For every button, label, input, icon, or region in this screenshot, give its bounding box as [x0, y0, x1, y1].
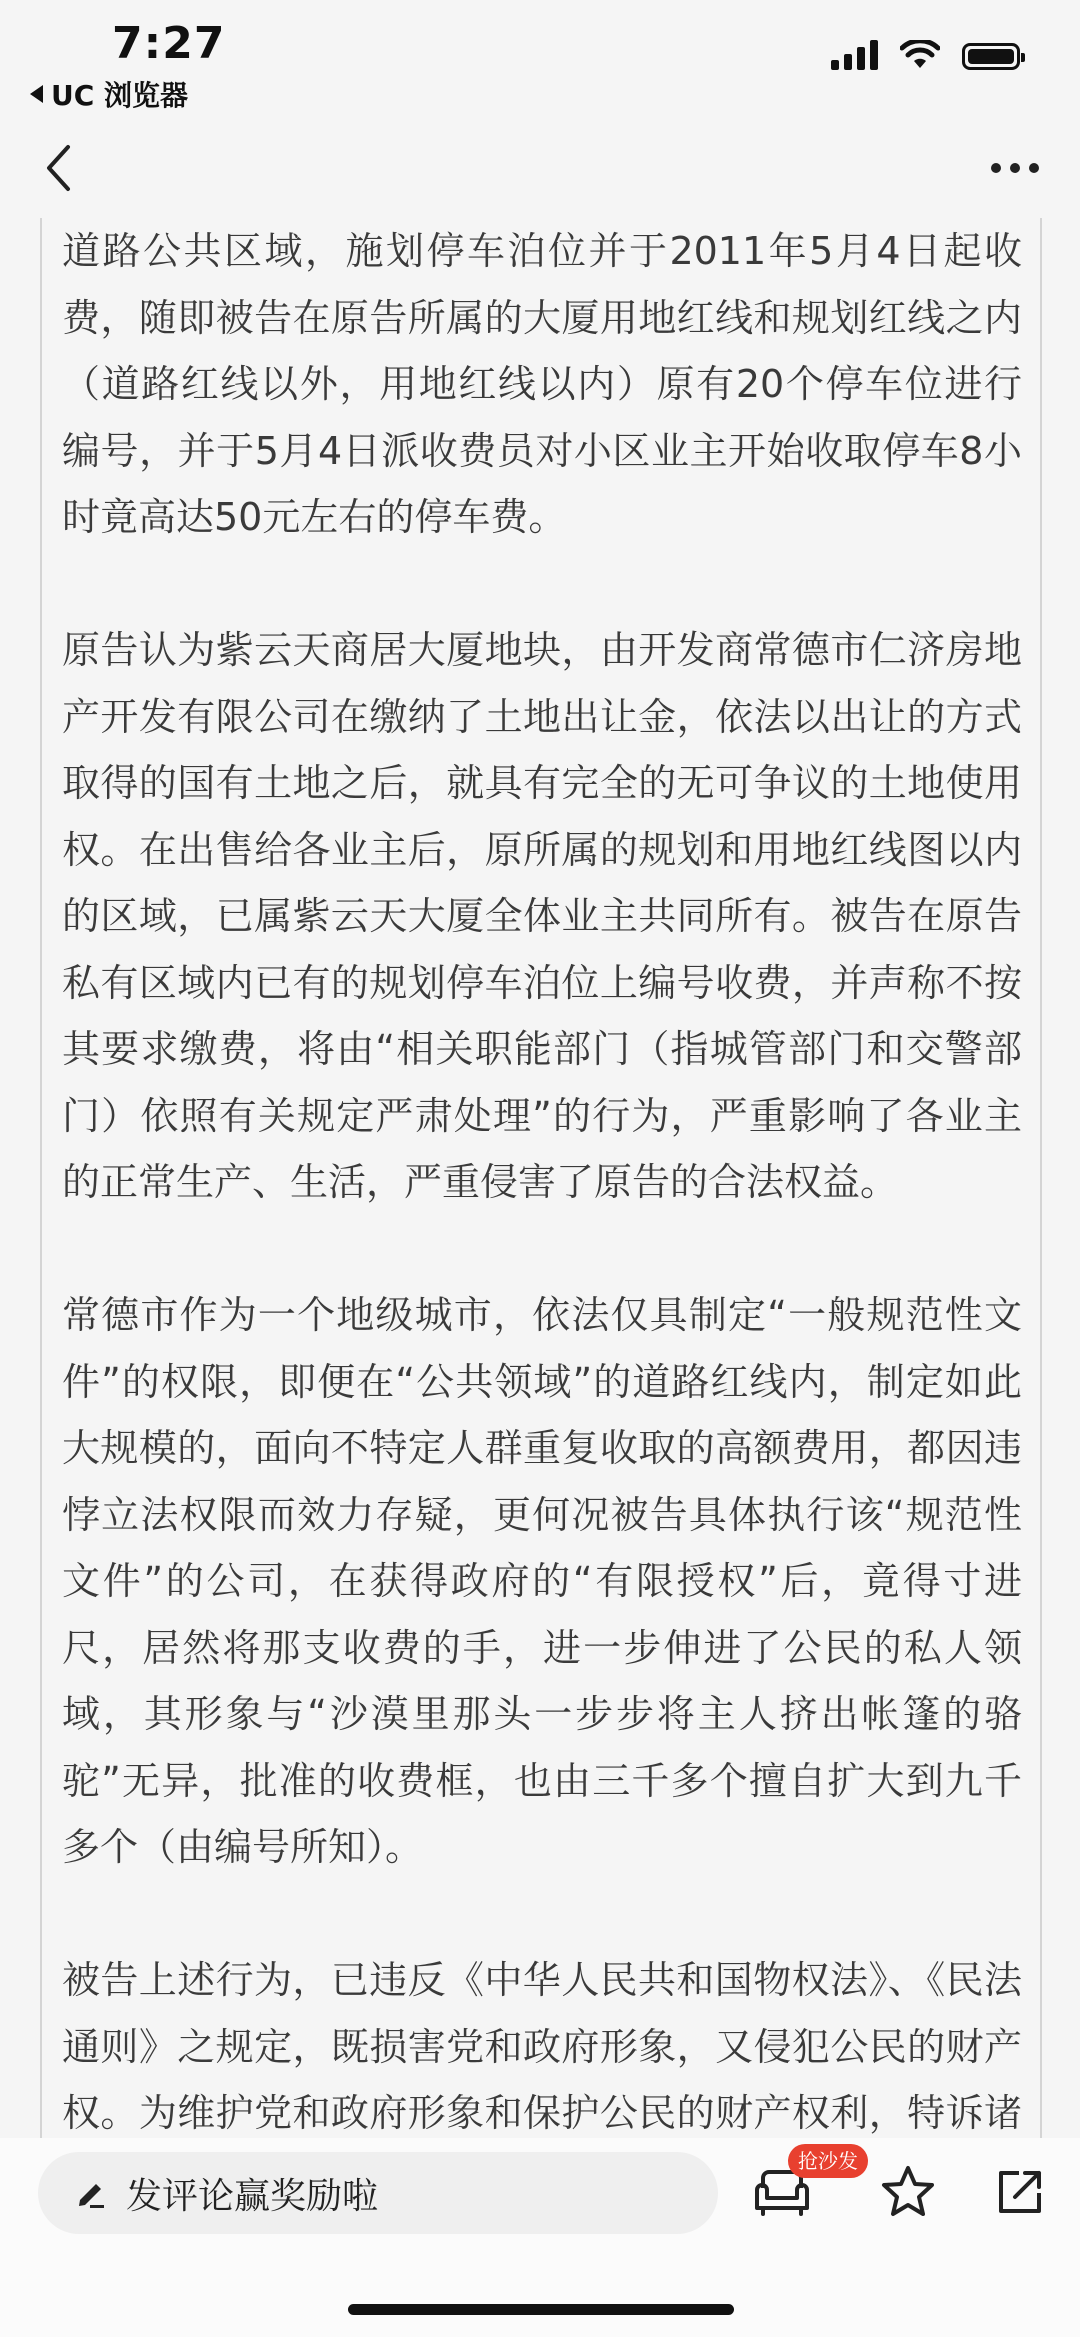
bottom-action-bar [0, 2138, 1080, 2337]
article-container [40, 218, 1042, 2138]
wifi-icon [900, 40, 940, 70]
back-triangle-icon [30, 85, 43, 103]
home-indicator [348, 2304, 734, 2315]
article-paragraph: 道路公共区域，施划停车泊位并于2011年5月4日起收费，随即被告在原告所属的大厦用地红线和规划红线之内（道路红线以外，用地红线以内）原有20个停车位进行编号，并于5月4日派收费员对小区业主开始收取停车8小时竟高达50元左右的停车费。 [62, 229, 1022, 539]
chevron-left-icon[interactable] [30, 140, 86, 196]
share-icon [993, 2165, 1047, 2219]
article-body [62, 218, 1022, 2138]
status-bar [0, 0, 1080, 118]
comment-placeholder: 发评论赢奖励啦 [126, 2175, 379, 2217]
battery-icon [962, 43, 1020, 70]
system-icons [831, 40, 1020, 70]
back-to-app-label: UC 浏览器 [51, 79, 189, 112]
cellular-signal-icon [831, 40, 878, 70]
article-paragraph: 常德市作为一个地级城市，依法仅具制定“一般规范性文件”的权限，即便在“公共领域”的道路红线内，制定如此大规模的，面向不特定人群重复收取的高额费用，都因违悖立法权限而效力存疑，更何况被告具体执行该“规范性文件”的公司，在获得政府的“有限授权”后，竟得寸进尺，居然将那支收费的手，进一步伸进了公民的私人领域，其形象与“沙漠里那头一步步将主人挤出帐篷的骆驼”无异，批准的收费框，也由三千多个擅自扩大到九千多个（由编号所知）。 [62, 1293, 1022, 1869]
sofa-badge: 抢沙发 [788, 2144, 868, 2178]
more-horizontal-icon[interactable] [980, 140, 1050, 196]
nav-bar [0, 118, 1080, 218]
status-time: 7:27 [112, 18, 226, 69]
article-paragraph: 被告上述行为，已违反《中华人民共和国物权法》、《民法通则》之规定，既损害党和政府形象，又侵犯公民的财产权。为维护党和政府形象和保护公民的财产权利，特诉诸 [62, 1958, 1022, 2135]
star-icon [879, 2164, 937, 2220]
share-button[interactable] [984, 2156, 1056, 2228]
pencil-icon [74, 2176, 108, 2210]
favorite-button[interactable] [872, 2156, 944, 2228]
article-paragraph: 原告认为紫云天商居大厦地块，由开发商常德市仁济房地产开发有限公司在缴纳了土地出让金，依法以出让的方式取得的国有土地之后，就具有完全的无可争议的土地使用权。在出售给各业主后，原所属的规划和用地红线图以内的区域，已属紫云天大厦全体业主共同所有。被告在原告私有区域内已有的规划停车泊位上编号收费，并声称不按其要求缴费，将由“相关职能部门（指城管部门和交警部门）依照有关规定严肃处理”的行为，严重影响了各业主的正常生产、生活，严重侵害了原告的合法权益。 [62, 628, 1022, 1204]
comment-input[interactable] [38, 2152, 718, 2234]
back-to-app-link[interactable] [30, 74, 188, 114]
